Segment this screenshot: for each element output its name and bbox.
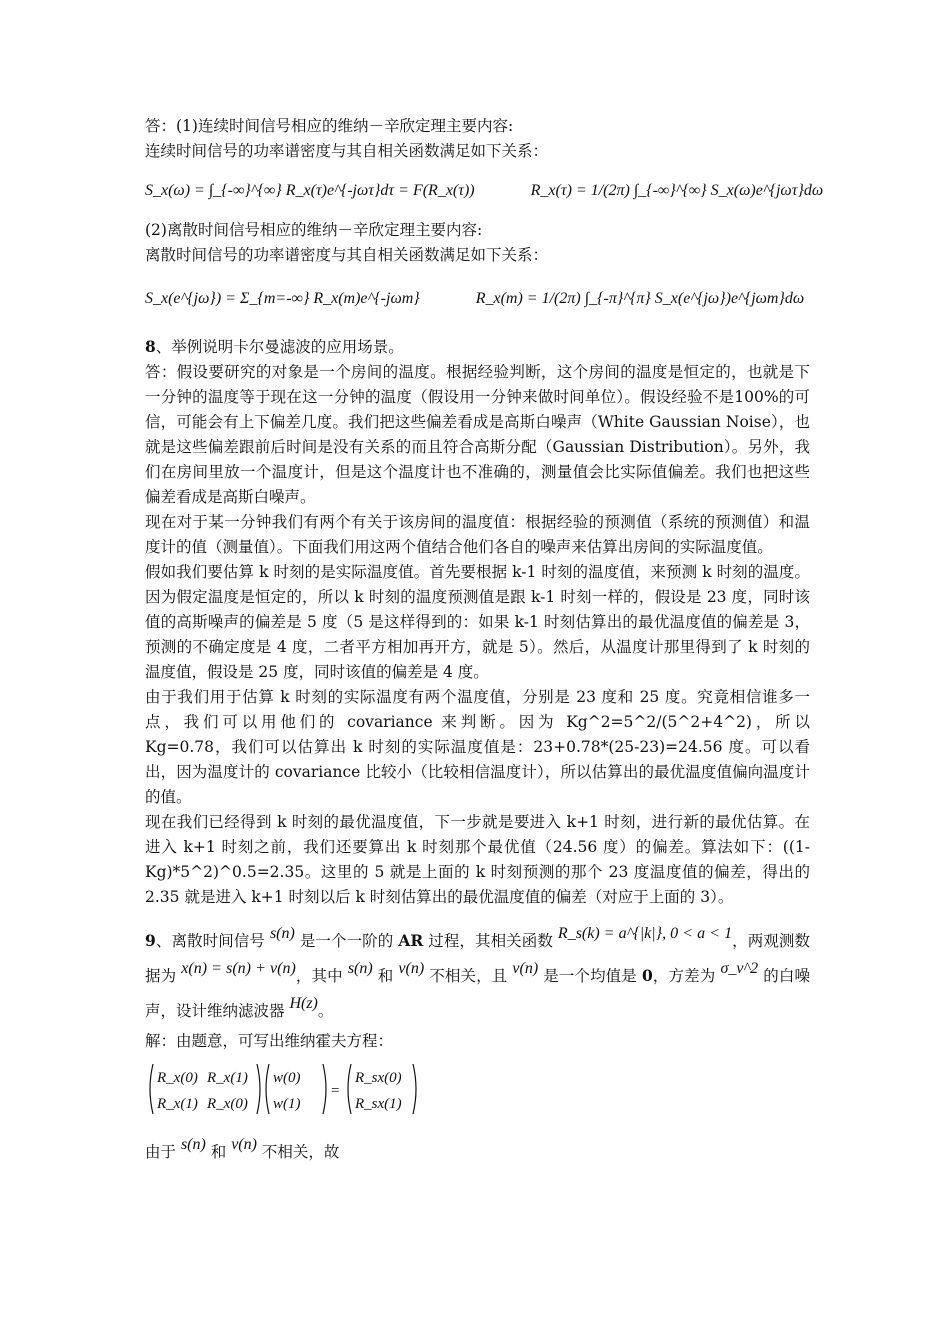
q9-text-3: 过程，其相关函数 bbox=[423, 932, 558, 950]
matrix-left-paren-close bbox=[257, 1064, 260, 1114]
q9-signal-sn-2: s(n) bbox=[347, 960, 373, 977]
question-8-text: 、举例说明卡尔曼滤波的应用场景。 bbox=[155, 338, 404, 356]
formula-discrete-acf: R_x(m) = 1/(2π) ∫_{-π}^{π} S_x(e^{jω})e^{jωm}dω bbox=[475, 290, 805, 307]
q9-text-5: ，其中 bbox=[295, 967, 348, 985]
solution-intro: 解：由题意，可写出维纳霍夫方程： bbox=[145, 1032, 394, 1050]
q9-text-9: ，方差为 bbox=[652, 967, 721, 985]
wiener-continuous-heading: 答：(1)连续时间信号相应的维纳－辛欣定理主要内容: bbox=[145, 117, 514, 135]
matrix-a21: R_x(1) bbox=[157, 1096, 198, 1112]
matrix-a22: R_x(0) bbox=[207, 1096, 248, 1112]
vector-b1: R_sx(1) bbox=[355, 1096, 402, 1112]
vector-w-paren-close bbox=[323, 1064, 326, 1114]
answer-8-paragraph-1: 答：假设要研究的对象是一个房间的温度。根据经验判断，这个房间的温度是恒定的，也就是下一分钟的温度等于现在这一分钟的温度（假设用一分钟来做时间单位）。假设经验不是100%的可信，可能会有上下偏差几度。我们把这些偏差看成是高斯白噪声（White Gaussian Noise），也就是这些偏差跟前后时间是没有关系的而且符合高斯分配（Gaussian Distribution）。另外，我们在房间里放一个温度计，但是这个温度计也不准确的，测量值会比实际值偏差。我们也把这些偏差看成是高斯白噪声。 bbox=[145, 363, 810, 506]
q9-variance: σ_v^2 bbox=[720, 960, 759, 977]
final-text-3: 不相关，故 bbox=[256, 1143, 340, 1161]
matrix-a11: R_x(0) bbox=[157, 1070, 198, 1086]
q9-ar: AR bbox=[398, 931, 424, 950]
q9-text-1: 、离散时间信号 bbox=[155, 932, 270, 950]
formula-discrete-psd: S_x(e^{jω}) = Σ_{m=-∞} R_x(m)e^{-jωm} bbox=[145, 290, 420, 307]
formula-continuous-acf: R_x(τ) = 1/(2π) ∫_{-∞}^{∞} S_x(ω)e^{jωτ}dω bbox=[530, 182, 824, 199]
vector-w-paren-open bbox=[266, 1064, 269, 1114]
q9-text-7: 不相关，且 bbox=[424, 967, 513, 985]
formula-continuous-psd: S_x(ω) = ∫_{-∞}^{∞} R_x(τ)e^{-jωτ}dτ = F(R_x(τ)) bbox=[145, 182, 475, 199]
vector-w0: w(0) bbox=[273, 1070, 301, 1086]
q9-noise-vn: v(n) bbox=[398, 960, 425, 977]
q9-observation-xn: x(n) = s(n) + v(n) bbox=[181, 960, 296, 977]
q9-signal-sn: s(n) bbox=[269, 925, 295, 942]
final-noise-vn: v(n) bbox=[231, 1136, 257, 1153]
final-text-1: 由于 bbox=[145, 1143, 181, 1161]
answer-8-paragraph-4: 由于我们用于估算 k 时刻的实际温度有两个温度值，分别是 23 度和 25 度。究竟相信谁多一点，我们可以用他们的 covariance 来判断。因为 Kg^2=5^2/(5^2+4^2)，所以 Kg=0.78，我们可以估算出 k 时刻的实际温度值是：23+0.78*(25-23)=24.56 度。可以看出，因为温度计的 covariance 比较小（比较相信温度计），所以估算出的最优温度值偏向温度计的值。 bbox=[145, 688, 810, 806]
question-9-number: 9 bbox=[145, 931, 156, 950]
q9-correlation-function: R_s(k) = a^{|k|}, 0 < a < 1 bbox=[557, 925, 733, 942]
q9-text-4: ，两观测数据为 bbox=[145, 932, 810, 985]
answer-8-paragraph-5: 现在我们已经得到 k 时刻的最优温度值，下一步就是要进入 k+1 时刻，进行新的最优估算。在进入 k+1 时刻之前，我们还要算出 k 时刻那个最优值（24.56 度）的偏差。算法如下：((1-Kg)*5^2)^0.5=2.35。这里的 5 就是上面的 k 时刻预测的那个 23 度温度值的偏差，得出的 2.35 就是进入 k+1 时刻以后 k 时刻估算出的最优温度值的偏差（对应于上面的 3）。 bbox=[145, 813, 810, 906]
answer-8-paragraph-2: 现在对于某一分钟我们有两个有关于该房间的温度值：根据经验的预测值（系统的预测值）和温度计的值（测量值）。下面我们用这两个值结合他们各自的噪声来估算出房间的实际温度值。 bbox=[145, 513, 810, 556]
answer-8-paragraph-3: 假如我们要估算 k 时刻的是实际温度值。首先要根据 k-1 时刻的温度值，来预测 k 时刻的温度。因为假定温度是恒定的，所以 k 时刻的温度预测值是跟 k-1 时刻一样的，假设是 23 度，同时该值的高斯噪声的偏差是 5 度（5 是这样得到的：如果 k-1 时刻估算出的最优温度值的偏差是 3，预测的不确定度是 4 度，二者平方相加再开方，就是 5）。然后，从温度计那里得到了 k 时刻的温度值，假设是 25 度，同时该值的偏差是 4 度。 bbox=[145, 563, 810, 681]
final-text-2: 和 bbox=[205, 1143, 232, 1161]
wiener-discrete-heading: (2)离散时间信号相应的维纳－辛欣定理主要内容: bbox=[145, 221, 483, 239]
q9-text-2: 是一个一阶的 bbox=[294, 932, 399, 950]
vector-r-paren-open bbox=[348, 1064, 351, 1114]
question-8-number: 8 bbox=[145, 337, 156, 356]
q9-text-8: 是一个均值是 bbox=[538, 967, 642, 985]
wiener-discrete-desc: 离散时间信号的功率谱密度与其自相关函数满足如下关系： bbox=[145, 246, 549, 264]
vector-r-paren-close bbox=[413, 1064, 416, 1114]
q9-text-11: 。 bbox=[317, 1002, 334, 1020]
q9-filter-hz: H(z) bbox=[289, 995, 318, 1012]
question-9 bbox=[145, 924, 810, 1029]
equals-sign: = bbox=[331, 1083, 340, 1099]
matrix-equation-svg bbox=[145, 1060, 425, 1118]
q9-zero: 0 bbox=[641, 966, 653, 985]
vector-b0: R_sx(0) bbox=[355, 1070, 402, 1086]
formula-continuous bbox=[145, 178, 824, 208]
wiener-continuous-desc: 连续时间信号的功率谱密度与其自相关函数满足如下关系： bbox=[145, 142, 549, 160]
matrix-left-paren-open bbox=[150, 1064, 153, 1114]
document-page bbox=[145, 114, 824, 1165]
q9-text-10: 的白噪声，设计维纳滤波器 bbox=[145, 967, 810, 1020]
q9-noise-vn-2: v(n) bbox=[512, 960, 539, 977]
matrix-a12: R_x(1) bbox=[207, 1070, 248, 1086]
final-line bbox=[145, 1136, 810, 1165]
formula-discrete bbox=[145, 286, 810, 320]
final-signal-sn: s(n) bbox=[180, 1136, 206, 1153]
wiener-hopf-matrix-equation bbox=[145, 1060, 810, 1118]
q9-text-6: 和 bbox=[372, 967, 399, 985]
question-8 bbox=[145, 334, 810, 360]
vector-w1: w(1) bbox=[273, 1096, 301, 1112]
